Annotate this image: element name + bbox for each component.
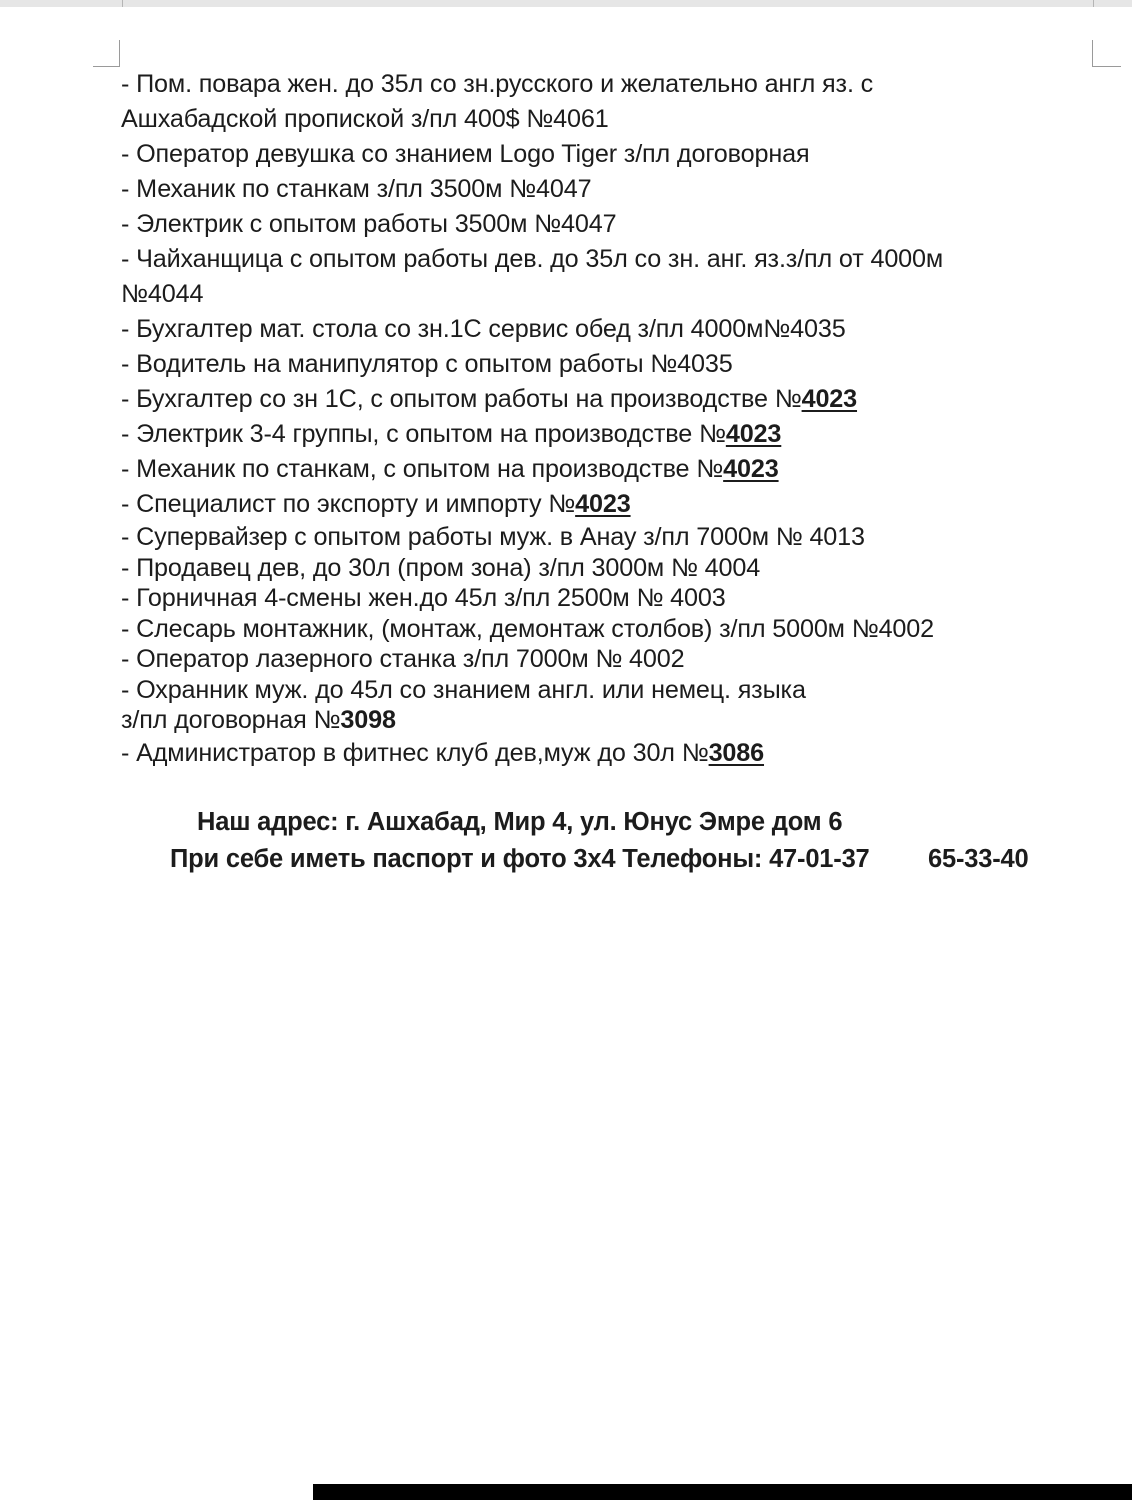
listing-line: - Слесарь монтажник, (монтаж, демонтаж столбов) з/пл 5000м №4002 — [121, 614, 935, 643]
listing-line: - Водитель на манипулятор с опытом работы №4035 — [121, 350, 733, 378]
listing-line — [121, 452, 1081, 487]
listing-line — [121, 705, 1081, 736]
listing-code: 4023 — [723, 455, 779, 483]
listing-line: - Электрик с опытом работы 3500м №4047 — [121, 210, 617, 238]
listing-code: 3086 — [708, 738, 765, 767]
listing-line: - Механик по станкам з/пл 3500м №4047 — [121, 175, 592, 203]
listing-text: - Администратор в фитнес клуб дев,муж до 30л № — [121, 738, 709, 767]
page-margin-corner-top-right — [1092, 40, 1121, 67]
listing-text: з/пл договорная № — [121, 706, 341, 734]
listing-line — [121, 382, 1081, 417]
address-line: Наш адрес: г. Ашхабад, Мир 4, ул. Юнус Эмре дом 6 — [197, 808, 843, 836]
second-phone: 65-33-40 — [928, 845, 1029, 873]
job-listings — [121, 67, 1081, 771]
listing-line — [121, 487, 1081, 522]
listing-line: - Продавец дев, до 30л (пром зона) з/пл 3000м № 4004 — [121, 553, 761, 582]
listing-code: 4023 — [801, 385, 858, 413]
documents-and-phones-line: При себе иметь паспорт и фото 3х4 Телефоны: 47-01-37 — [170, 845, 870, 873]
listing-line: - Чайханщица с опытом работы дев. до 35л со зн. анг. яз.з/пл от 4000м — [121, 245, 944, 273]
listing-text: - Механик по станкам, с опытом на производстве № — [121, 455, 724, 483]
listing-text: - Электрик 3-4 группы, с опытом на производстве № — [121, 420, 726, 448]
listing-text: - Бухгалтер со зн 1С, с опытом работы на производстве № — [121, 385, 802, 413]
listing-line: - Горничная 4-смены жен.до 45л з/пл 2500м № 4003 — [121, 584, 726, 612]
page-margin-corner-top-left — [93, 40, 120, 67]
top-scroll-strip — [0, 0, 1132, 7]
listing-line: - Оператор лазерного станка з/пл 7000м № 4002 — [121, 645, 685, 673]
listing-line: Ашхабадской пропиской з/пл 400$ №4061 — [121, 105, 609, 133]
listing-line — [121, 736, 1081, 771]
listing-text: - Специалист по экспорту и импорту № — [121, 490, 576, 518]
strip-tick — [1093, 0, 1094, 7]
strip-tick — [122, 0, 123, 7]
listing-code: 3098 — [340, 706, 396, 734]
listing-code: 4023 — [725, 420, 782, 448]
listing-line: - Супервайзер с опытом работы муж. в Анау з/пл 7000м № 4013 — [121, 523, 865, 551]
listing-line: - Бухгалтер мат. стола со зн.1С сервис обед з/пл 4000м№4035 — [121, 315, 846, 343]
listing-line: - Охранник муж. до 45л со знанием англ. или немец. языка — [121, 675, 806, 704]
listing-line: - Оператор девушка со знанием Logo Tiger з/пл договорная — [121, 140, 810, 168]
bottom-black-bar — [313, 1484, 1132, 1500]
listing-line: №4044 — [121, 280, 204, 308]
listing-line — [121, 417, 1081, 452]
listing-line: - Пом. повара жен. до 35л со зн.русского и желательно англ яз. с — [121, 70, 874, 98]
listing-code: 4023 — [575, 490, 631, 518]
